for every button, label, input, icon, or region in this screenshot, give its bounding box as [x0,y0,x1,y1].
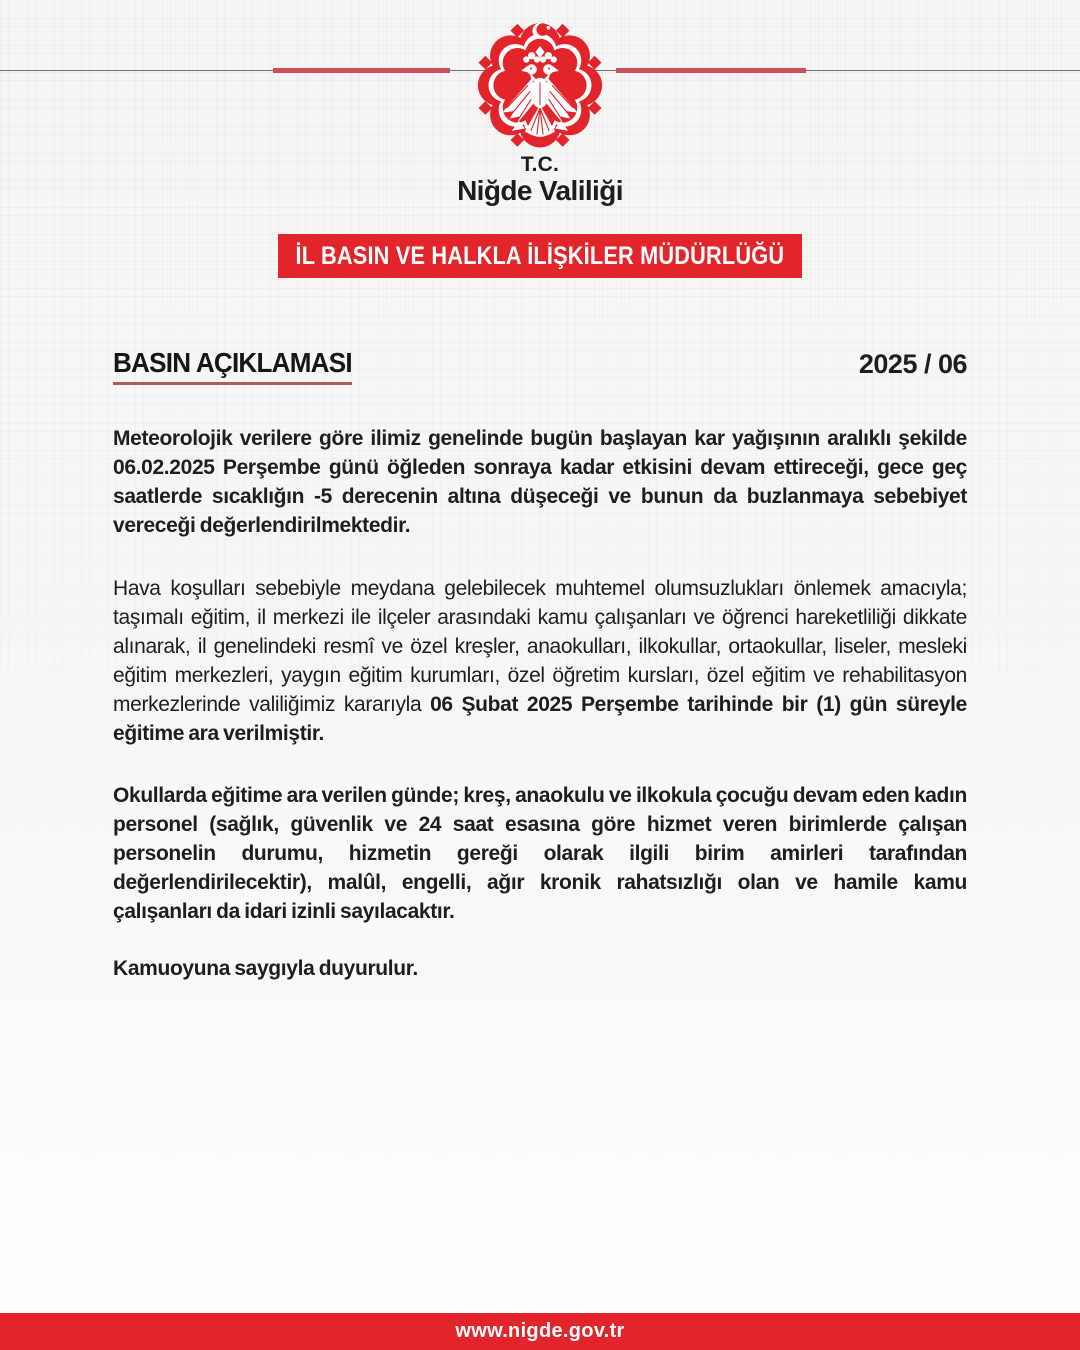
paragraph-personnel-leave: Okullarda eğitime ara verilen günde; kreş, anaokulu ve ilkokula çocuğu devam eden kadın personel (sağlık, güvenlik ve 24 saat esasına göre hizmet veren birimlerde çalışan personelin durumu, hizmetin gereği olarak ilgili birim amirleri tarafından değerlendirilecektir), malûl, engelli, ağır kronik rahatsızlığı olan ve hamile kamu çalışanları da idari izinli sayılacaktır. [113,784,967,923]
org-name: Niğde Valiliği [457,175,623,206]
footer-website: www.nigde.gov.tr [455,1320,625,1342]
paragraph-weather-forecast: Meteorolojik verilere göre ilimiz genelinde bugün başlayan kar yağışının aralıklı şekilde 06.02.2025 Perşembe günü öğleden sonraya kadar etkisini devam ettireceği, gece geç saatlerde sıcaklığın -5 derecenin altına düşeceği ve bunun da buzlanmaya sebebiyet vereceği değerlendirilmektedir. [113,427,967,537]
paragraph-school-closure [113,574,967,748]
paragraph-closing: Kamuoyuna saygıyla duyurulur. [113,957,418,980]
paragraph-school-closure-lead: Hava koşulları sebebiyle meydana gelebilecek muhtemel olumsuzlukları önlemek amacıyla; taşımalı eğitim, il merkezi ile ilçeler arasındaki kamu çalışanları ve öğrenci hareketliliği dikkate alınarak, il genelindeki resmî ve özel kreşler, anaokulları, ilkokullar, ortaokullar, liseler, mesleki eğitim merkezleri, yaygın eğitim kurumları, özel öğretim kursları, özel eğitim ve rehabilitasyon merkezlerinde valiliğimiz kararıyla [113,577,967,716]
reference-number: 2025 / 06 [858,349,967,379]
press-release-body [113,348,967,983]
department-banner [278,234,802,278]
title-row [113,348,967,385]
footer-bar [0,1313,1080,1350]
header-divider-red-left [273,68,450,73]
header-divider-red-right [616,68,806,73]
org-prefix: T.C. [520,153,560,176]
title-underline [113,382,352,385]
paragraph-school-closure-decision: 06 Şubat 2025 Perşembe tarihinde bir (1) gün süreyle eğitime ara verilmiştir. [113,693,967,745]
department-banner-label: İL BASIN VE HALKLA İLİŞKİLER MÜDÜRLÜĞÜ [295,241,785,270]
document-title: BASIN AÇIKLAMASI [113,347,352,378]
organisation-block [0,153,1080,205]
document-title-wrap [113,348,352,385]
nigde-valiligi-emblem-icon [464,8,616,152]
